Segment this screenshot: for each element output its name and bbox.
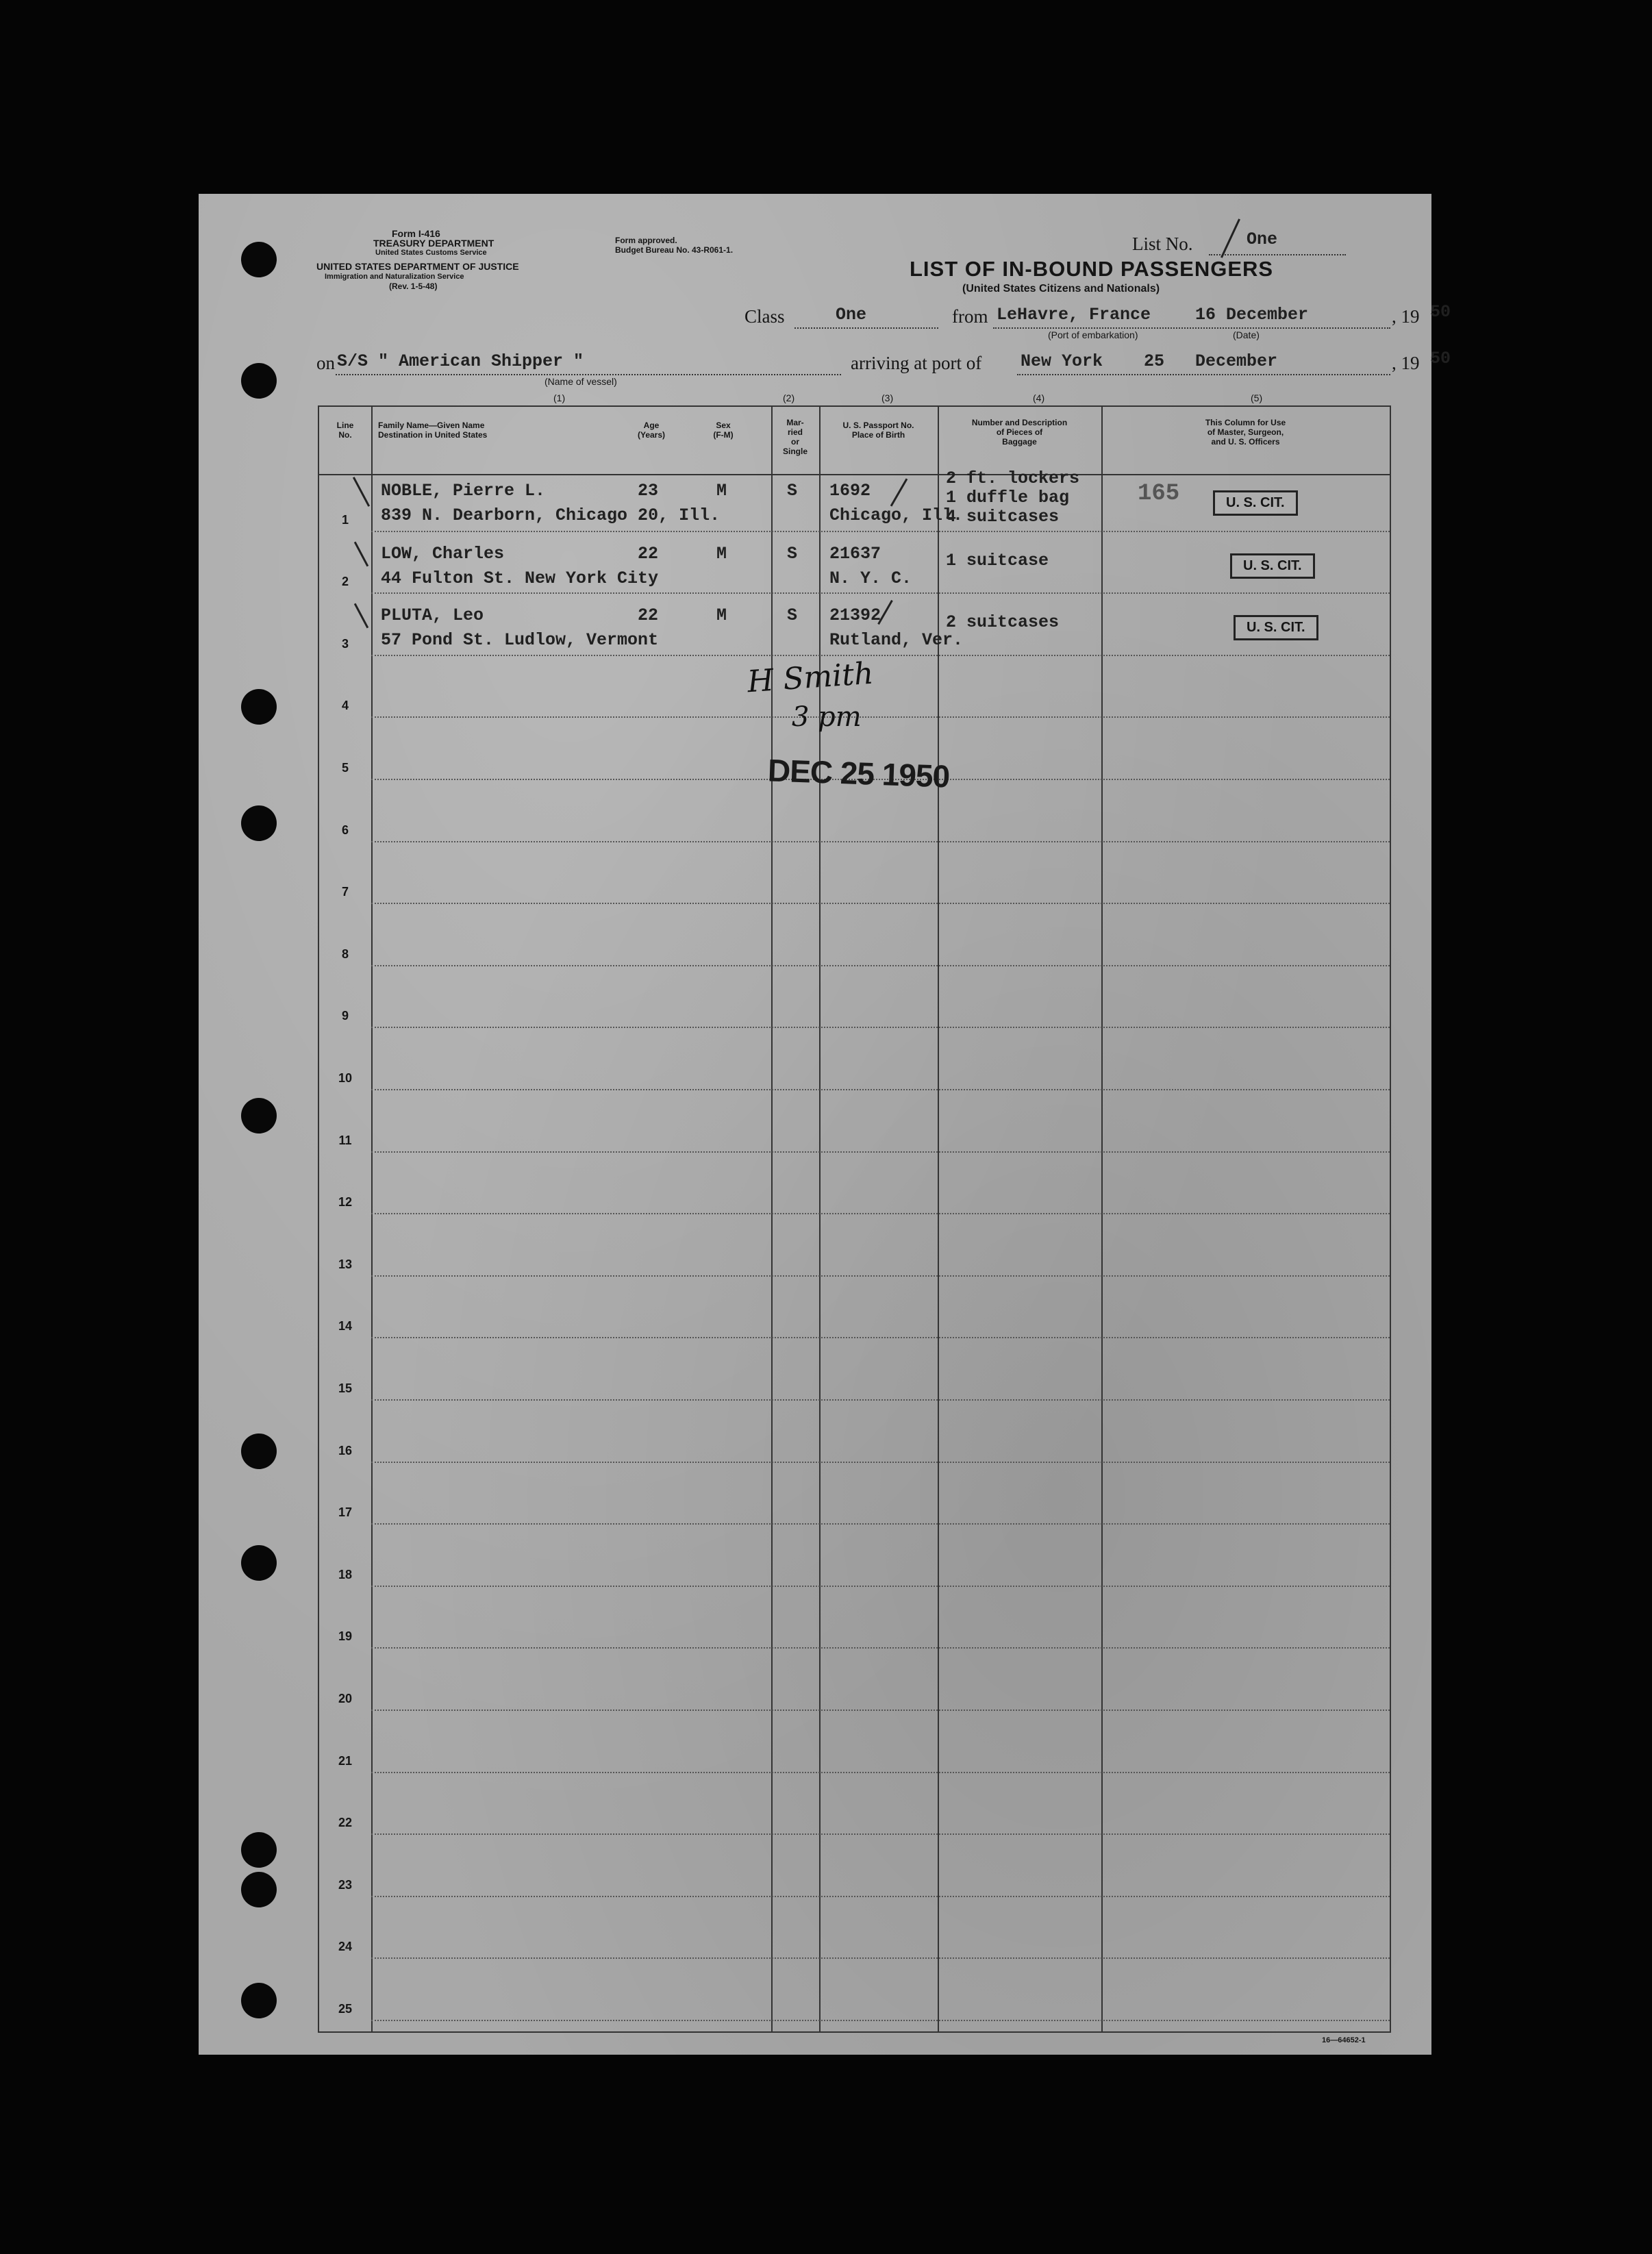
passenger-marital: S bbox=[787, 481, 798, 501]
binder-hole bbox=[241, 1983, 277, 2018]
baggage-item: 4 suitcases bbox=[946, 507, 1060, 527]
list-no-rule bbox=[1209, 254, 1346, 255]
row-rule bbox=[371, 1151, 1390, 1153]
line-number: 20 bbox=[338, 1692, 353, 1705]
passenger-address: 57 Pond St. Ludlow, Vermont bbox=[381, 630, 659, 650]
col-header-passport: U. S. Passport No. Place of Birth bbox=[842, 421, 914, 440]
year1-prefix: , 19 bbox=[1392, 306, 1420, 327]
arrival-rule bbox=[1017, 374, 1390, 375]
binder-hole bbox=[241, 1872, 277, 1907]
vessel-caption: (Name of vessel) bbox=[545, 376, 617, 387]
line-number: 13 bbox=[338, 1257, 353, 1271]
col-num-2: (2) bbox=[783, 392, 795, 403]
citizenship-stamp: U. S. CIT. bbox=[1213, 490, 1298, 516]
year1-digits: 50 bbox=[1430, 302, 1451, 322]
baggage-item: 2 ft. lockers bbox=[946, 468, 1080, 488]
row-rule bbox=[371, 1275, 1390, 1277]
line-number: 17 bbox=[338, 1505, 353, 1520]
embarkation-port: LeHavre, France bbox=[997, 305, 1151, 325]
row-rule bbox=[371, 716, 1390, 718]
line-number: 25 bbox=[338, 2002, 353, 2016]
line-number: 21 bbox=[338, 1753, 353, 1768]
line-number: 5 bbox=[341, 761, 349, 775]
arriving-label: arriving at port of bbox=[851, 353, 982, 373]
line-number: 12 bbox=[338, 1195, 353, 1210]
class-label: Class bbox=[744, 306, 785, 327]
inspection-time: 3 pm bbox=[792, 701, 862, 733]
row-rule bbox=[371, 1399, 1390, 1401]
passenger-marital: S bbox=[787, 605, 798, 625]
line-number: 18 bbox=[338, 1567, 353, 1581]
row-rule bbox=[371, 1586, 1390, 1587]
passenger-age: 22 bbox=[638, 544, 659, 564]
ins-service: Immigration and Naturalization Service bbox=[325, 273, 464, 281]
line-number: 14 bbox=[338, 1319, 353, 1333]
binder-hole bbox=[241, 1433, 277, 1469]
binder-hole bbox=[241, 1098, 277, 1134]
from-label: from bbox=[952, 306, 988, 327]
year2-prefix: , 19 bbox=[1392, 353, 1420, 373]
line-number: 3 bbox=[341, 636, 349, 651]
line-number: 2 bbox=[341, 575, 349, 589]
row-rule bbox=[371, 841, 1390, 842]
embarkation-caption: (Port of embarkation) bbox=[1048, 329, 1138, 340]
arrival-month: December bbox=[1195, 351, 1278, 371]
passenger-marital: S bbox=[787, 544, 798, 564]
header-rule bbox=[319, 474, 1390, 475]
row-rule bbox=[371, 1833, 1390, 1835]
date-caption: (Date) bbox=[1233, 329, 1260, 340]
line-number: 15 bbox=[338, 1381, 353, 1395]
row-rule bbox=[371, 1957, 1390, 1959]
passenger-address: 839 N. Dearborn, Chicago 20, Ill. bbox=[381, 505, 721, 525]
arrival-port: New York bbox=[1021, 351, 1103, 371]
line-number: 1 bbox=[341, 512, 349, 527]
row-rule bbox=[371, 2020, 1390, 2021]
citizenship-stamp: U. S. CIT. bbox=[1230, 553, 1315, 579]
passenger-name: LOW, Charles bbox=[381, 544, 505, 564]
passenger-sex: M bbox=[716, 605, 727, 625]
row-rule bbox=[371, 1710, 1390, 1711]
passport-number: 21637 bbox=[829, 544, 881, 564]
line-number: 8 bbox=[341, 947, 349, 961]
line-number: 10 bbox=[338, 1071, 353, 1085]
revision: (Rev. 1-5-48) bbox=[389, 281, 438, 291]
col-num-4: (4) bbox=[1033, 392, 1045, 403]
arrival-day: 25 bbox=[1144, 351, 1165, 371]
birthplace: Rutland, Ver. bbox=[829, 630, 964, 650]
birthplace: N. Y. C. bbox=[829, 568, 912, 588]
passenger-sex: M bbox=[716, 481, 727, 501]
passenger-age: 22 bbox=[638, 605, 659, 625]
budget-bureau: Budget Bureau No. 43-R061-1. bbox=[615, 245, 734, 255]
passenger-name: NOBLE, Pierre L. bbox=[381, 481, 546, 501]
document-title: LIST OF IN-BOUND PASSENGERS bbox=[910, 257, 1274, 281]
treasury-dept: TREASURY DEPARTMENT bbox=[373, 238, 495, 249]
manifest-sheet bbox=[199, 194, 1451, 2055]
col-divider-name bbox=[771, 407, 773, 2031]
passenger-age: 23 bbox=[638, 481, 659, 501]
row-rule bbox=[371, 1027, 1390, 1028]
col-divider-baggage bbox=[1101, 407, 1103, 2031]
row-rule bbox=[371, 1523, 1390, 1525]
row-rule bbox=[371, 903, 1390, 904]
year2-digits: 50 bbox=[1430, 349, 1451, 368]
row-rule bbox=[371, 1213, 1390, 1214]
line-number: 19 bbox=[338, 1629, 353, 1644]
form-number: Form I-416 bbox=[392, 228, 440, 239]
form-code: 16—64652-1 bbox=[1322, 2036, 1366, 2044]
row-rule bbox=[371, 1772, 1390, 1773]
line-number: 24 bbox=[338, 1940, 353, 1954]
row-rule bbox=[371, 1647, 1390, 1649]
passenger-sex: M bbox=[716, 544, 727, 564]
birthplace: Chicago, Ill. bbox=[829, 505, 964, 525]
from-rule bbox=[993, 327, 1390, 329]
line-number: 4 bbox=[341, 699, 349, 713]
row-rule bbox=[371, 1089, 1390, 1090]
passport-number: 21392 bbox=[829, 605, 881, 625]
row-rule bbox=[371, 1462, 1390, 1463]
list-no-label: List No. bbox=[1132, 234, 1193, 254]
col-header-age: Age (Years) bbox=[637, 421, 666, 440]
class-rule bbox=[794, 327, 938, 329]
baggage-item: 1 suitcase bbox=[946, 551, 1049, 571]
line-number: 23 bbox=[338, 1877, 353, 1892]
row-rule bbox=[371, 592, 1390, 594]
vessel-rule bbox=[336, 374, 841, 375]
class-value: One bbox=[836, 305, 867, 325]
binder-hole bbox=[241, 1832, 277, 1868]
justice-dept: UNITED STATES DEPARTMENT OF JUSTICE bbox=[316, 261, 519, 272]
col-num-5: (5) bbox=[1251, 392, 1263, 403]
col-num-3: (3) bbox=[881, 392, 894, 403]
form-approved: Form approved. bbox=[615, 236, 677, 245]
binder-hole bbox=[241, 363, 277, 399]
check-mark bbox=[890, 478, 908, 506]
date-stamp: DEC 25 1950 bbox=[767, 752, 951, 794]
citizenship-stamp: U. S. CIT. bbox=[1234, 615, 1318, 640]
binder-hole bbox=[241, 689, 277, 725]
line-number: 11 bbox=[338, 1133, 352, 1147]
line-number: 22 bbox=[338, 1816, 353, 1830]
officer-signature: H Smith bbox=[746, 655, 875, 700]
on-label: on bbox=[316, 353, 335, 373]
baggage-item: 2 suitcases bbox=[946, 612, 1060, 632]
check-mark bbox=[353, 477, 370, 507]
binder-hole bbox=[241, 1545, 277, 1581]
list-no-value: One bbox=[1247, 229, 1278, 249]
customs-service: United States Customs Service bbox=[375, 249, 487, 257]
line-number: 9 bbox=[341, 1009, 349, 1023]
passenger-name: PLUTA, Leo bbox=[381, 605, 484, 625]
col-divider-passport bbox=[938, 407, 939, 2031]
col-header-sex: Sex (F-M) bbox=[713, 421, 734, 440]
col-header-officers: This Column for Use of Master, Surgeon, and U. S. Officers bbox=[1205, 418, 1286, 447]
passenger-table bbox=[318, 405, 1391, 2033]
row-rule bbox=[371, 655, 1390, 656]
document-subtitle: (United States Citizens and Nationals) bbox=[962, 283, 1160, 295]
col-num-1: (1) bbox=[553, 392, 566, 403]
vessel-name: S/S " American Shipper " bbox=[337, 351, 584, 371]
row-rule bbox=[371, 965, 1390, 966]
baggage-item: 1 duffle bag bbox=[946, 488, 1070, 508]
row-rule bbox=[371, 1337, 1390, 1338]
check-mark bbox=[354, 542, 368, 567]
embarkation-date: 16 December bbox=[1195, 305, 1309, 325]
col-header-baggage: Number and Description of Pieces of Baggage bbox=[971, 418, 1068, 447]
col-divider-line bbox=[371, 407, 373, 2031]
col-header-married: Mar- ried or Single bbox=[782, 418, 808, 456]
passport-number: 1692 bbox=[829, 481, 871, 501]
check-mark bbox=[354, 603, 368, 629]
binder-hole bbox=[241, 805, 277, 841]
row-rule bbox=[371, 1896, 1390, 1897]
officer-number: 165 bbox=[1138, 481, 1180, 507]
line-number: 6 bbox=[341, 823, 349, 837]
passenger-address: 44 Fulton St. New York City bbox=[381, 568, 659, 588]
col-header-line: Line No. bbox=[336, 421, 354, 440]
row-rule bbox=[371, 531, 1390, 532]
line-number: 16 bbox=[338, 1443, 353, 1457]
list-no-slash bbox=[1221, 218, 1240, 258]
line-number: 7 bbox=[341, 885, 349, 899]
col-header-name: Family Name—Given Name Destination in United States bbox=[378, 421, 488, 440]
col-divider-married bbox=[819, 407, 821, 2031]
binder-hole bbox=[241, 242, 277, 277]
